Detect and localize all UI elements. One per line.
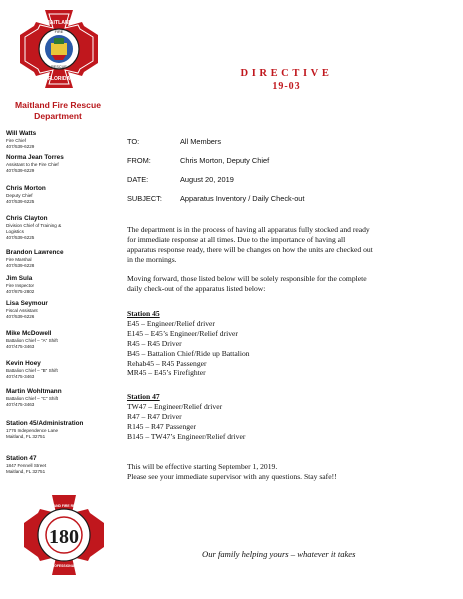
sidebar (0, 0, 110, 599)
memo-value: August 20, 2019 (180, 175, 234, 184)
seal-bottom-text: PROFESSIONALS (49, 564, 79, 568)
staff-name: Chris Morton (6, 185, 46, 192)
staff-entry (6, 130, 110, 150)
staff-name: Martin Wohltmann (6, 388, 62, 395)
station-45-list (127, 309, 427, 378)
station-seal-logo (22, 493, 106, 577)
body-paragraph-2 (127, 274, 427, 294)
station-heading: Station 45 (127, 309, 160, 318)
staff-name: Lisa Seymour (6, 300, 48, 307)
memo-row-date (127, 175, 447, 185)
staff-detail-line: Battalion Chief – "C" Shift (6, 396, 59, 401)
memo-row-subject (127, 194, 447, 204)
staff-detail-line: Division Chief of Training & (6, 223, 62, 228)
assignment-item: R45 – R45 Driver (127, 338, 182, 348)
assignment-item: B45 – Battalion Chief/Ride up Battalion (127, 348, 250, 358)
staff-detail-line: 407/539-6229 (6, 168, 35, 173)
staff-name: Brandon Lawrence (6, 249, 64, 256)
memo-value: Apparatus Inventory / Daily Check-out (180, 194, 305, 203)
assignment-item: TW47 – Engineer/Relief driver (127, 401, 223, 411)
paragraph-line: Please see your immediate supervisor with any questions. Stay safe!! (127, 471, 337, 481)
memo-row-from (127, 156, 447, 166)
staff-entry (6, 154, 110, 174)
memo-value: Chris Morton, Deputy Chief (180, 156, 270, 165)
staff-detail-line: Maitland, FL 32751 (6, 469, 46, 474)
staff-detail-line: Logistics (6, 229, 24, 234)
station-47-list (127, 392, 427, 442)
staff-detail-line: 407/475-3463 (6, 344, 35, 349)
logo-band-top-text: FIRE (54, 30, 64, 34)
staff-detail-line: Deputy Chief (6, 193, 33, 198)
paragraph-line: This will be effective starting September 1, 2019. (127, 462, 278, 471)
directive-header (110, 67, 463, 93)
staff-detail-line: 407/539-6225 (6, 199, 35, 204)
staff-entry (6, 420, 110, 440)
assignment-item: E145 – E45’s Engineer/Relief driver (127, 328, 238, 338)
staff-detail-line: 407/475-3463 (6, 402, 35, 407)
staff-entry (6, 185, 110, 205)
staff-name: Kevin Hoey (6, 360, 41, 367)
staff-name: Station 45/Administration (6, 420, 84, 427)
memo-value: All Members (180, 137, 222, 146)
directive-number: 19-03 (272, 81, 301, 92)
logo-band-bottom-text: RESCUE (51, 65, 67, 69)
paragraph-line: apparatus response ready, there will be changes on how the units are checked out (127, 244, 373, 254)
staff-detail-line: Assistant to the Fire Chief (6, 162, 59, 167)
body-paragraph-1 (127, 225, 427, 265)
footer-tagline: Our family helping yours – whatever it takes (202, 549, 356, 559)
closing-paragraph (127, 462, 427, 482)
staff-name: Mike McDowell (6, 330, 52, 337)
staff-entry (6, 275, 110, 295)
staff-name: Will Watts (6, 130, 37, 137)
memo-label: FROM: (127, 156, 151, 165)
seal-center-text: 180 (49, 526, 79, 548)
staff-entry (6, 300, 110, 320)
staff-entry (6, 249, 110, 269)
staff-detail-line: Fire Chief (6, 138, 26, 143)
paragraph-line: daily check-out of the apparatus listed below: (127, 283, 266, 293)
assignment-item: R145 – R47 Passenger (127, 421, 196, 431)
staff-detail-line: Fiscal Assistant (6, 308, 38, 313)
staff-entry (6, 388, 110, 408)
department-name-line-1: Maitland Fire Rescue (15, 100, 101, 110)
directive-title: DIRECTIVE (240, 68, 333, 79)
paragraph-line: Moving forward, those listed below will be solely responsible for the complete (127, 274, 367, 283)
paragraph-line: for immediate response at all times. Due to the importance of having all (127, 234, 346, 244)
staff-name: Chris Clayton (6, 215, 48, 222)
department-name (6, 100, 110, 122)
memo-label: DATE: (127, 175, 149, 184)
staff-name: Station 47 (6, 455, 37, 462)
staff-detail-line: Battalion Chief – "B" Shift (6, 368, 58, 373)
staff-name: Jim Sula (6, 275, 33, 282)
staff-name: Norma Jean Torres (6, 154, 64, 161)
staff-detail-line: 407/539-6225 (6, 235, 35, 240)
seal-top-text: MAITLAND FIRE RESCUE (43, 504, 85, 508)
staff-entry (6, 360, 110, 380)
staff-detail-line: 407/875-2802 (6, 289, 35, 294)
staff-detail-line: Maitland, FL 32751 (6, 434, 46, 439)
staff-entry (6, 330, 110, 350)
staff-entry (6, 215, 110, 241)
staff-entry (6, 455, 110, 475)
staff-detail-line: 407/539-6228 (6, 263, 35, 268)
staff-detail-line: 407/539-6226 (6, 314, 35, 319)
staff-detail-line: 407/539-6229 (6, 144, 35, 149)
assignment-item: R47 – R47 Driver (127, 411, 182, 421)
maitland-fire-rescue-logo (18, 8, 100, 90)
logo-top-text: MAITLAND (45, 20, 73, 26)
assignment-item: E45 – Engineer/Relief driver (127, 318, 215, 328)
logo-bottom-text: FLORIDA (47, 76, 71, 82)
department-name-line-2: Department (34, 111, 82, 121)
memo-label: TO: (127, 137, 140, 146)
memo-row-to (127, 137, 447, 147)
assignment-item: B145 – TW47’s Engineer/Relief driver (127, 431, 246, 441)
staff-detail-line: 1847 Fennell Street (6, 463, 47, 468)
staff-detail-line: 1776 Independence Lane (6, 428, 59, 433)
staff-detail-line: Battalion Chief – "A" Shift (6, 338, 58, 343)
staff-detail-line: Fire Inspector (6, 283, 35, 288)
paragraph-line: The department is in the process of having all apparatus fully stocked and ready (127, 225, 370, 234)
staff-detail-line: Fire Marshal (6, 257, 32, 262)
memo-label: SUBJECT: (127, 194, 162, 203)
paragraph-line: in the mornings. (127, 254, 177, 264)
station-heading: Station 47 (127, 392, 160, 401)
assignment-item: MR45 – E45’s Firefighter (127, 368, 206, 378)
staff-detail-line: 407/475-3463 (6, 374, 35, 379)
assignment-item: Rehab45 – R45 Passenger (127, 358, 207, 368)
